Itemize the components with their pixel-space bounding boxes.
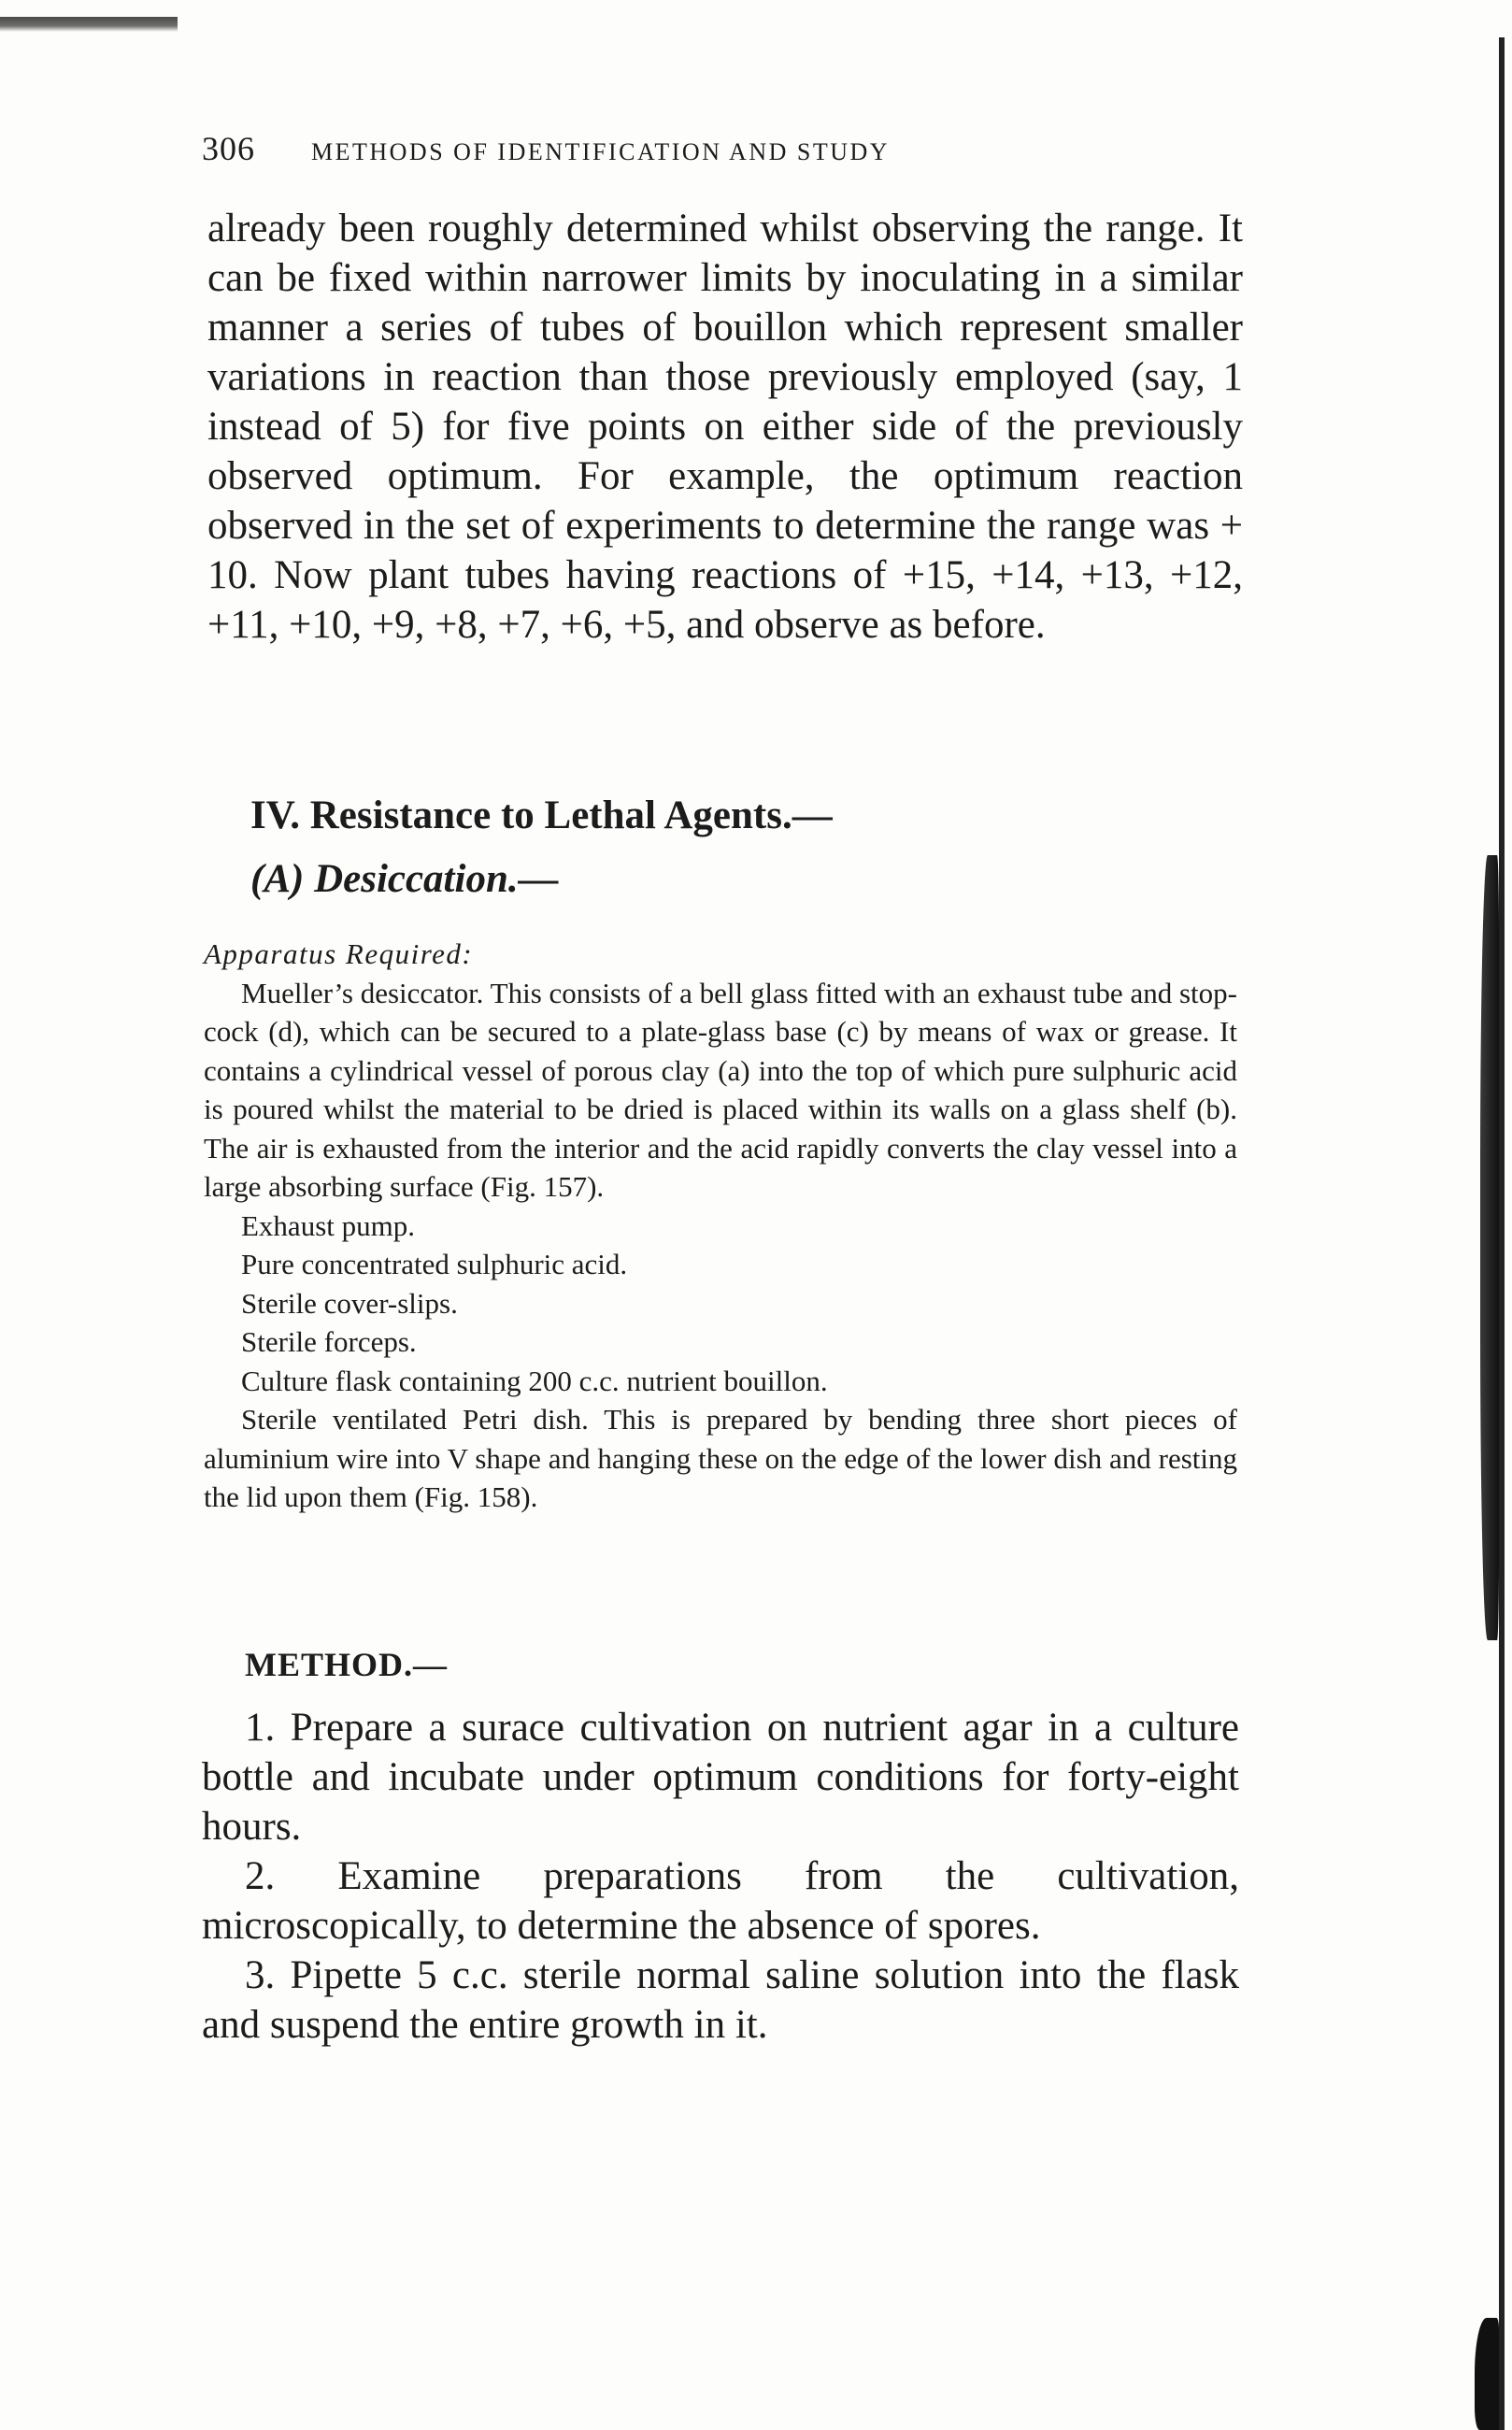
method-step: 3. Pipette 5 c.c. sterile normal saline solution into the flask and suspend the entire growth in it.	[202, 1953, 1239, 2047]
running-head	[202, 129, 1099, 176]
apparatus-item: Mueller’s desiccator. This consists of a bell glass fitted with an exhaust tube and stop-cock (d), which can be secured to a plate-glass base (c) by means of wax or grease. It contains a cylindrical vessel of porous clay (a) into the top of which pure sulphuric acid is poured whilst the material to be dried is placed within its walls on a glass shelf (b). The air is exhausted from the interior and the acid rapidly converts the clay vessel into a large absorbing surface (Fig. 157).	[204, 976, 1237, 1203]
section-heading: IV. Resistance to Lethal Agents.—	[250, 793, 833, 837]
scan-artifact-top	[0, 17, 178, 32]
apparatus-item: Sterile forceps.	[241, 1325, 417, 1358]
method-steps	[202, 1703, 1239, 2050]
method-step: 1. Prepare a surace cultivation on nutrient agar in a culture bottle and incubate under optimum conditions for forty-eight hours.	[202, 1706, 1239, 1849]
apparatus-item: Pure concentrated sulphuric acid.	[241, 1248, 628, 1280]
scan-artifact-binding-shadow	[1480, 855, 1499, 1640]
method-heading: METHOD.—	[245, 1646, 449, 1683]
subsection-heading: (A) Desiccation.—	[250, 857, 559, 901]
apparatus-label: Apparatus Required:	[204, 937, 474, 970]
method-step: 2. Examine preparations from the cultivation, microscopically, to determine the absence of spores.	[202, 1854, 1239, 1948]
apparatus-item: Sterile cover-slips.	[241, 1286, 458, 1320]
page-number: 306	[202, 130, 255, 167]
running-head-title: METHODS OF IDENTIFICATION AND STUDY	[311, 138, 891, 165]
apparatus-item: Exhaust pump.	[241, 1208, 415, 1242]
scan-artifact-corner-shadow	[1475, 2318, 1499, 2430]
scan-artifact-right-edge	[1499, 37, 1505, 2430]
apparatus-item: Culture flask containing 200 c.c. nutrient bouillon.	[241, 1364, 828, 1397]
intro-paragraph: already been roughly determined whilst observing the range. It can be fixed within narrower limits by inoculating in a similar manner a series of tubes of bouillon which represent smaller variations in reaction than those previously employed (say, 1 instead of 5) for five points on either side of the previously observed optimum. For example, the optimum reaction observed in the set of experiments to determine the range was + 10. Now plant tubes having reactions of +15, +14, +13, +12, +11, +10, +9, +8, +7, +6, +5, and observe as before.	[207, 207, 1243, 647]
apparatus-list	[204, 935, 1237, 1517]
apparatus-item: Sterile ventilated Petri dish. This is prepared by bending three short pieces of aluminium wire into V shape and hanging these on the edge of the lower dish and resting the lid upon them (Fig. 158).	[204, 1403, 1237, 1513]
